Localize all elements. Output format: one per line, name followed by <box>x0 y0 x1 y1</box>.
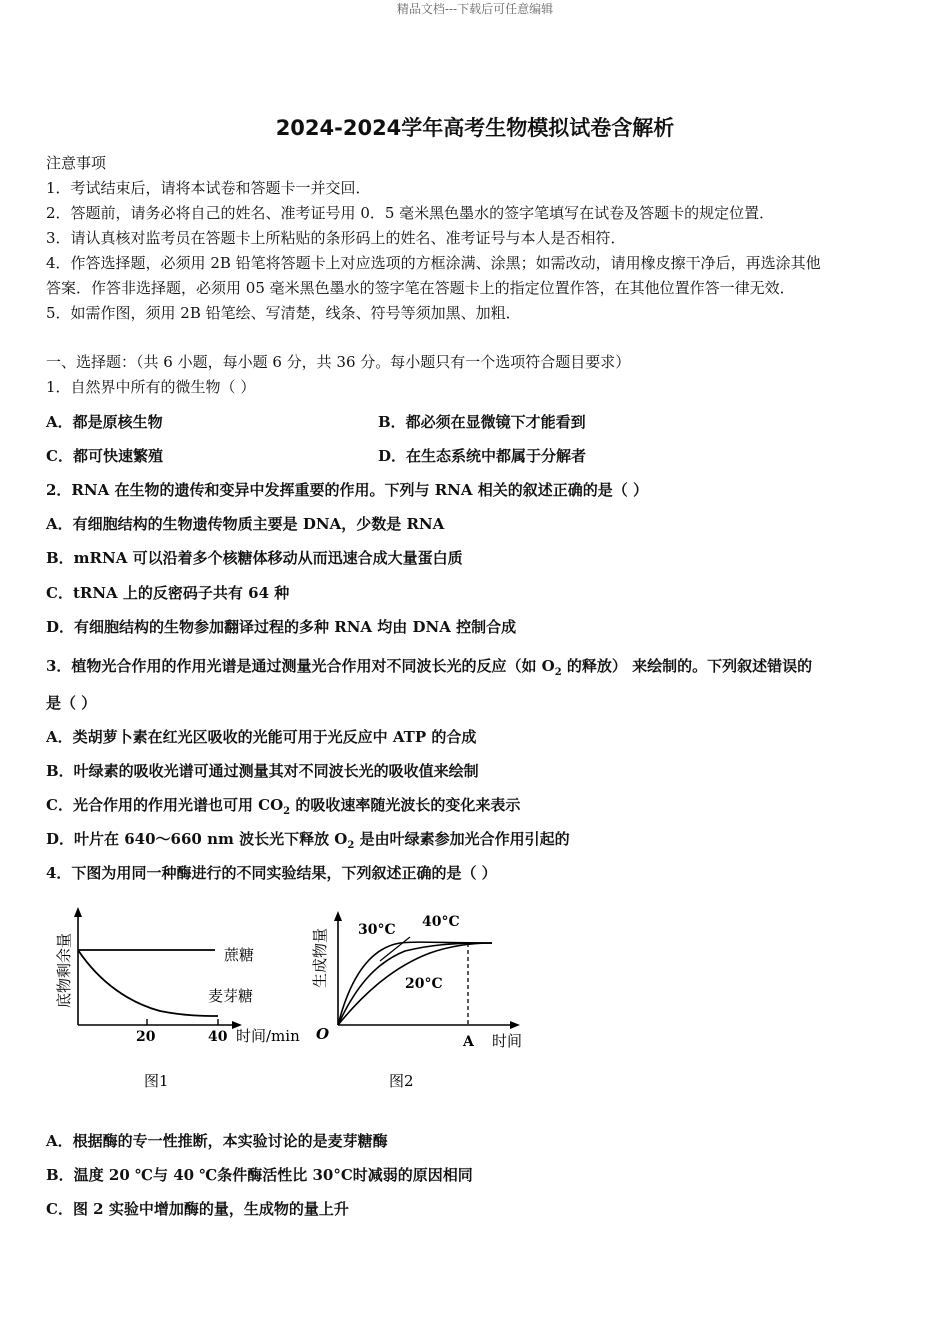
q4-option-b: B．温度 20 ℃与 40 ℃条件酶活性比 30°C时减弱的原因相同 <box>46 1166 473 1184</box>
q4-stem: 4．下图为用同一种酶进行的不同实验结果，下列叙述正确的是（ ） <box>46 864 497 882</box>
q1-option-d: D．在生态系统中都属于分解者 <box>378 447 587 465</box>
fig1-curve1-label: 蔗糖 <box>224 946 255 964</box>
q3-stem-cont: 是（ ） <box>46 694 97 712</box>
notice-item: 4．作答选择题，必须用 2B 铅笔将答题卡上对应选项的方框涂满、涂黑；如需改动，请用橡皮擦干净后，再选涂其他 <box>46 254 821 272</box>
fig2-caption: 图2 <box>389 1072 414 1090</box>
section-heading: 一、选择题：（共 6 小题，每小题 6 分，共 36 分。每小题只有一个选项符合题目要求） <box>46 353 631 371</box>
fig1-tick-40: 40 <box>208 1029 228 1045</box>
fig1-x-label: 时间/min <box>236 1027 300 1045</box>
figure-1 <box>55 907 300 1090</box>
q1-option-c: C．都可快速繁殖 <box>46 447 163 465</box>
q2-option-c: C．tRNA 上的反密码子共有 64 种 <box>46 584 290 602</box>
q4-option-a: A．根据酶的专一性推断，本实验讨论的是麦芽糖酶 <box>46 1132 388 1150</box>
fig1-y-label: 底物剩余量 <box>55 932 73 1008</box>
q1-stem: 1．自然界中所有的微生物（ ） <box>46 378 256 396</box>
q3-stem: 3．植物光合作用的作用光谱是通过测量光合作用对不同波长光的反应（如 $O_2$ 的释放） 来绘制的。下列叙述错误的 <box>46 657 813 678</box>
q3-option-c: C．光合作用的作用光谱也可用 $CO_2$ 的吸收速率随光波长的变化来表示 <box>46 796 521 817</box>
q3-option-d: D．叶片在 640～660 nm 波长光下释放 $O_2$ 是由叶绿素参加光合作用引起的 <box>46 830 570 851</box>
q2-option-b: B．mRNA 可以沿着多个核糖体移动从而迅速合成大量蛋白质 <box>46 549 463 567</box>
notice-item: 5．如需作图，须用 2B 铅笔绘、写清楚，线条、符号等须加黑、加粗． <box>46 304 521 322</box>
figure-2 <box>311 911 522 1090</box>
notice-item: 2．答题前，请务必将自己的姓名、准考证号用 0．5 毫米黑色墨水的签字笔填写在试卷及答题卡的规定位置． <box>46 204 775 222</box>
fig1-y-arrow <box>74 907 82 917</box>
page-title: 2024-2024学年高考生物模拟试卷含解析 <box>275 116 675 140</box>
fig2-x-label: 时间 <box>492 1032 523 1050</box>
q1-option-b: B．都必须在显微镜下才能看到 <box>378 413 586 431</box>
fig1-tick-20: 20 <box>136 1029 156 1045</box>
fig2-y-label: 生成物量 <box>311 927 329 988</box>
fig2-tick-a: A <box>463 1034 474 1050</box>
fig2-origin: O <box>316 1025 330 1043</box>
notice-item: 3．请认真核对监考员在答题卡上所粘贴的条形码上的姓名、准考证号与本人是否相符． <box>46 229 626 247</box>
q4-option-c: C．图 2 实验中增加酶的量，生成物的量上升 <box>46 1200 349 1218</box>
q3-option-b: B．叶绿素的吸收光谱可通过测量其对不同波长光的吸收值来绘制 <box>46 762 479 780</box>
q3-option-a: A．类胡萝卜素在红光区吸收的光能可用于光反应中 ATP 的合成 <box>46 728 477 746</box>
notice-item: 1．考试结束后，请将本试卷和答题卡一并交回． <box>46 179 371 197</box>
q2-stem: 2．RNA 在生物的遗传和变异中发挥重要的作用。下列与 RNA 相关的叙述正确的是（ ） <box>46 481 648 499</box>
q2-option-a: A．有细胞结构的生物遗传物质主要是 DNA，少数是 RNA <box>46 515 445 533</box>
notice-heading: 注意事项 <box>46 154 107 172</box>
q2-option-d: D．有细胞结构的生物参加翻译过程的多种 RNA 均由 DNA 控制合成 <box>46 618 517 636</box>
q4-figures <box>40 903 540 1093</box>
fig1-curve2-label: 麦芽糖 <box>208 987 254 1005</box>
fig2-label-30c: 30°C <box>358 922 396 938</box>
fig2-label-40c: 40°C <box>422 914 460 930</box>
fig2-label-20c: 20°C <box>405 976 443 992</box>
notice-item: 答案．作答非选择题，必须用 05 毫米黑色墨水的签字笔在答题卡上的指定位置作答，在其他位置作答一律无效． <box>46 279 795 297</box>
page-header: 精品文档---下载后可任意编辑 <box>396 2 554 16</box>
maltose-curve <box>78 950 218 1016</box>
fig1-caption: 图1 <box>144 1072 169 1090</box>
q1-option-a: A．都是原核生物 <box>46 413 163 431</box>
